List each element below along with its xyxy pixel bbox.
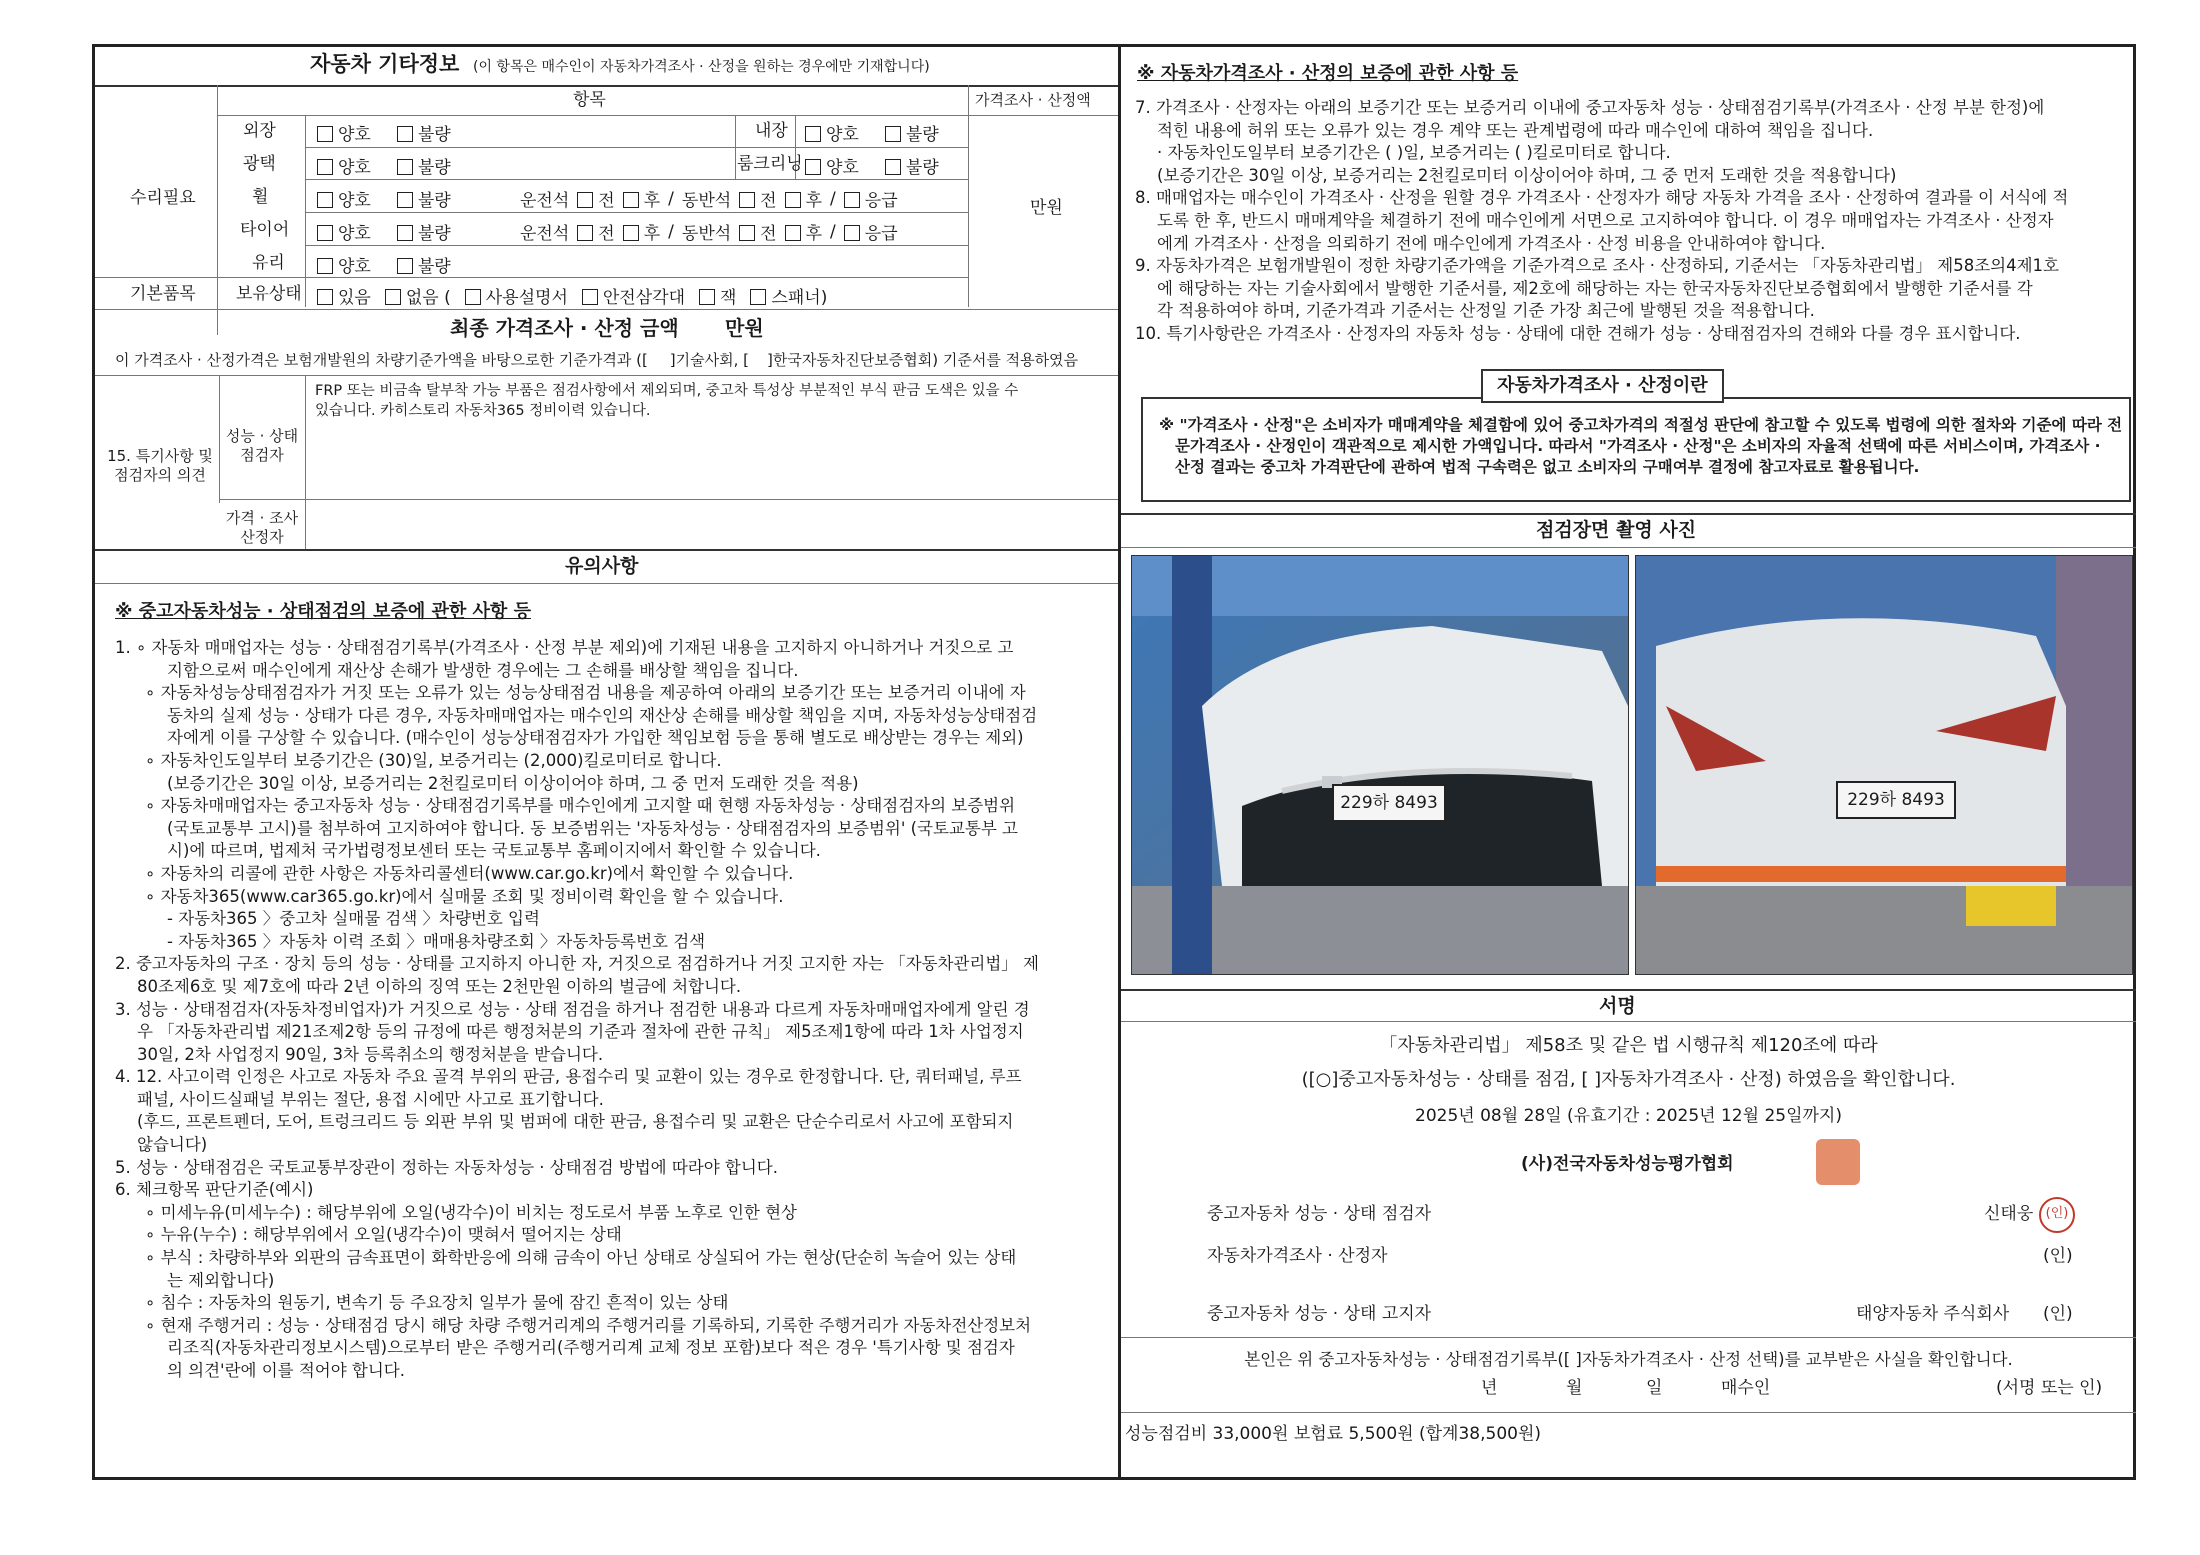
option-rear[interactable]: 후 <box>785 186 822 211</box>
buyer-label: 매수인 <box>1721 1378 1771 1398</box>
inspection-date: 2025년 08월 28일 (유효기간 : 2025년 12월 25일까지) <box>1415 1106 1842 1126</box>
driver-seat-label: 운전석 <box>520 224 570 244</box>
photo-section-title: 점검장면 촬영 사진 <box>1536 519 1697 541</box>
appraiser-label: 자동차가격조사 · 산정자 <box>1207 1246 1388 1266</box>
checkbox-icon <box>397 126 413 142</box>
receipt-confirmation: 본인은 위 중고자동차성능 · 상태점검기록부([ ]자동차가격조사 · 산정 선택)를 교부받은 사실을 확인합니다. <box>1244 1350 2013 1369</box>
checkbox-icon <box>385 289 401 305</box>
row-label-roomclean: 룸크리닝 <box>737 154 803 174</box>
option-good[interactable]: 양호 <box>805 120 859 145</box>
warranty-title: ※ 중고자동차성능 · 상태점검의 보증에 관한 사항 등 <box>115 601 531 622</box>
notice-body: 1. ∘ 자동차 매매업자는 성능 · 상태점검기록부(가격조사 · 산정 부분 제외)에 기재된 내용을 고지하지 아니하거나 거짓으로 고 지함으로써 매수인에게 재산상 손해가 발생한 경우에는 그 손해를 배상할 책임을 집니다. ∘ 자동차성능상태점검자가 거짓 또는 오류가 있는 성능상태점검 내용을 제공하여 아래의 보증기간 또는 보증거리 이내에 자 동차의 실제 성능 · 상태가 다른 경우, 자동차매매업자는 매수인의 재산상 손해를 배상할 책임을 지며, 자동차성능상태점검 자에게 이를 구상할 수 있습니다. (매수인이 성능상태점검자가 가입한 책임보험 등을 통해 별도로 배상받는 경우는 제외) ∘ 자동차인도일부터 보증기간은 (30)일, 보증거리는 (2,000)킬로미터로 합니다. (보증기간은 30일 이상, 보증거리는 2천킬로미터 이상이어야 하며, 그 중 먼저 도래한 것을 적용) ∘ 자동차매매업자는 중고자동차 성능 · 상태점검기록부를 매수인에게 고지할 때 현행 자동차성능 · 상태점검자의 보증범위 (국토교통부 고시)를 첨부하여 고지하여야 합니다. 동 보증범위는 '자동차성능 · 상태점검자의 보증범위' (국토교통부 고 시)에 따르며, 법제처 국가법령정보센터 또는 국토교통부 홈페이지에서 확인할 수 있습니다. ∘ 자동차의 리콜에 관한 사항은 자동차리콜센터(www.car.go.kr)에서 확인할 수 있습니다. ∘ 자동차365(www.car365.go.kr)에서 실매물 조회 및 정비이력 확인을 할 수 있습니다. - 자동차365 〉중고차 실매물 검색 〉차량번호 입력 - 자동차365 〉자동차 이력 조회 〉매매용차량조회 〉자동차등록번호 검색 2. 중고자동차의 구조 · 장치 등의 성능 · 상태를 고지하지 아니한 자, 거짓으로 점검하거나 거짓 고지한 자는 「자동차관리법」 제 80조제6호 및 제7호에 따라 2년 이하의 징역 또는 2천만원 이하의 벌금에 처합니다. 3. 성능 · 상태점검자(자동차정비업자)가 거짓으로 성능 · 상태 점검을 하거나 점검한 내용과 다르게 자동차매매업자에게 알린 경 우 「자동차관리법 제21조제2항 등의 규정에 따른 행정처분의 기준과 절차에 관한 규칙」 제5조제1항에 따라 1차 사업정지 30일, 2차 사업정지 90일, 3차 등록취소의 행정처분을 받습니다. 4. 12. 사고이력 인정은 사고로 자동차 주요 골격 부위의 판금, 용접수리 및 교환이 있는 경우로 한정합니다. 단, 쿼터패널, 루프 패널, 사이드실패널 부위는 절단, 용접 시에만 사고로 표기합니다. (후드, 프론트펜더, 도어, 트렁크리드 등 외판 부위 및 범퍼에 대한 판금, 용접수리 및 교환은 단순수리로서 사고에 포함되지 않습니다) 5. 성능 · 상태점검은 국토교통부장관이 정하는 자동차성능 · 상태점검 방법에 따라야 합니다. 6. 체크항목 판단기준(예시) ∘ 미세누유(미세누수) : 해당부위에 오일(냉각수)이 비치는 정도로서 부품 노후로 인한 현상 ∘ 누유(누수) : 해당부위에서 오일(냉각수)이 맺혀서 떨어지는 상태 ∘ 부식 : 차량하부와 외판의 금속표면이 화학반응에 의해 금속이 아닌 상태로 상실되어 가는 현상(단순히 녹슬어 있는 상태 는 제외합니다) ∘ 침수 : 자동차의 원동기, 변속기 등 주요장치 일부가 물에 잠긴 흔적이 있는 상태 ∘ 현재 주행거리 : 성능 · 상태점검 당시 해당 차량 주행거리계의 주행거리를 기록하되, 기록한 주행거리가 자동차전산정보처 리조직(자동차관리정보시스템)으로부터 받은 주행거리(주행거리계 교체 정보 포함)보다 적은 경우 '특기사항 및 점검자 의 의견'란에 이를 적어야 합니다. <box>115 638 1039 1380</box>
row-label-interior: 내장 <box>755 121 788 141</box>
option-triangle[interactable]: 안전삼각대 <box>582 283 685 308</box>
checkbox-icon <box>885 126 901 142</box>
option-good[interactable]: 양호 <box>317 186 371 211</box>
row-label-exterior: 외장 <box>243 121 276 141</box>
option-good[interactable]: 양호 <box>317 120 371 145</box>
option-good[interactable]: 양호 <box>317 219 371 244</box>
law-reference: 「자동차관리법」 제58조 및 같은 법 시행규칙 제120조에 따라 <box>1379 1035 1878 1056</box>
option-bad[interactable]: 불량 <box>397 120 451 145</box>
receipt-month[interactable]: 월 <box>1566 1378 1583 1398</box>
final-price-unit: 만원 <box>725 316 764 340</box>
option-manual[interactable]: 사용설명서 <box>465 283 568 308</box>
checkbox-icon <box>844 225 860 241</box>
checkbox-icon <box>397 159 413 175</box>
option-spanner[interactable]: 스패너) <box>750 283 827 308</box>
confirmation-line: ([○]중고자동차성능 · 상태를 점검, [ ]자동차가격조사 · 산정) 하였음을 확인합니다. <box>1301 1069 1956 1090</box>
receipt-day[interactable]: 일 <box>1646 1378 1663 1398</box>
checkbox-icon <box>317 225 333 241</box>
definition-body: ※ "가격조사 · 산정"은 소비자가 매매계약을 체결함에 있어 중고차가격의 적절성 판단에 참고할 수 있도록 법령에 의한 절차와 기준에 따라 전 문가격조사 · 산정인이 객관적으로 제시한 가액입니다. 따라서 "가격조사 · 산정"은 소비자의 자율적 선택에 따른 서비스이며, 가격조사 · 산정 결과는 중고차 가격판단에 관하여 법적 구속력은 없고 소비자의 구매여부 결정에 참고자료로 활용됩니다. <box>1159 416 2123 476</box>
association-name: (사)전국자동차성능평가협회 <box>1521 1154 1734 1174</box>
checkbox-icon <box>397 192 413 208</box>
checkbox-icon <box>785 192 801 208</box>
option-bad[interactable]: 불량 <box>397 219 451 244</box>
receipt-year[interactable]: 년 <box>1481 1378 1498 1398</box>
checkbox-icon <box>750 289 766 305</box>
notifier-label: 중고자동차 성능 · 상태 고지자 <box>1207 1304 1432 1324</box>
option-rear[interactable]: 후 <box>623 219 660 244</box>
option-good[interactable]: 양호 <box>317 252 371 277</box>
checkbox-icon <box>699 289 715 305</box>
notifier-name: 태양자동차 주식회사 <box>1856 1304 2010 1324</box>
checkbox-icon <box>623 225 639 241</box>
checkbox-icon <box>885 159 901 175</box>
checkbox-icon <box>805 159 821 175</box>
association-seal-icon <box>1816 1139 1860 1185</box>
price-basis-line: 이 가격조사 · 산정가격은 보험개발원의 차량기준가액을 바탕으로한 기준가격과 ([ ]기술사회, [ ]한국자동차진단보증협회) 기준서를 적용하였음 <box>115 351 1079 369</box>
option-bad[interactable]: 불량 <box>885 153 939 178</box>
checkbox-icon <box>577 192 593 208</box>
checkbox-icon <box>317 289 333 305</box>
checkbox-icon <box>317 258 333 274</box>
option-emergency[interactable]: 응급 <box>844 186 898 211</box>
right-column <box>1118 47 2136 1477</box>
notice-title: 유의사항 <box>565 555 639 577</box>
basic-items-label: 기본품목 <box>130 284 196 304</box>
row-label-gloss: 광택 <box>243 154 276 174</box>
inspection-photo-rear <box>1635 555 2133 975</box>
checkbox-icon <box>397 225 413 241</box>
option-none[interactable]: 없음 ( <box>385 283 451 308</box>
inspector-name: 신태웅 <box>1984 1204 2034 1224</box>
checkbox-icon <box>317 126 333 142</box>
row-label-glass: 유리 <box>252 253 285 273</box>
checkbox-icon <box>739 192 755 208</box>
option-bad[interactable]: 불량 <box>397 153 451 178</box>
checkbox-icon <box>805 126 821 142</box>
checkbox-icon <box>577 225 593 241</box>
option-jack[interactable]: 잭 <box>699 283 736 308</box>
inspector-seal-icon: (인) <box>2039 1197 2075 1233</box>
checkbox-icon <box>785 225 801 241</box>
other-info-title: 자동차 기타정보 <box>310 52 460 76</box>
other-info-note: (이 항목은 매수인이 자동차가격조사 · 산정을 원하는 경우에만 기재합니다) <box>473 59 930 75</box>
fee-summary: 성능점검비 33,000원 보험료 5,500원 (합계38,500원) <box>1125 1424 1541 1444</box>
perf-inspector-opinion: FRP 또는 비금속 탈부착 가능 부품은 점검사항에서 제외되며, 중고차 특성상 부분적인 부식 판금 도색은 있을 수 있습니다. 카히스토리 자동차365 정비이력 있습니다. <box>315 383 1019 419</box>
option-good[interactable]: 양호 <box>805 153 859 178</box>
inspection-photo-front <box>1131 555 1629 975</box>
option-front[interactable]: 전 <box>577 186 614 211</box>
option-bad[interactable]: 불량 <box>397 186 451 211</box>
option-front[interactable]: 전 <box>739 186 776 211</box>
col-item-header: 항목 <box>573 90 606 110</box>
checkbox-icon <box>317 159 333 175</box>
special-notes-label: 15. 특기사항 및 점검자의 의견 <box>107 447 213 484</box>
car-front-photo <box>1132 556 1628 974</box>
definition-title: 자동차가격조사 · 산정이란 <box>1481 369 1724 403</box>
notifier-seal-mark[interactable]: (인) <box>2043 1304 2073 1324</box>
repair-needed-label: 수리필요 <box>130 188 196 208</box>
option-good[interactable]: 양호 <box>317 153 371 178</box>
inspector-label: 중고자동차 성능 · 상태 점검자 <box>1207 1204 1432 1224</box>
option-emergency[interactable]: 응급 <box>844 219 898 244</box>
option-have[interactable]: 있음 <box>317 283 371 308</box>
price-warranty-body: 7. 가격조사 · 산정자는 아래의 보증기간 또는 보증거리 이내에 중고자동차 성능 · 상태점검기록부(가격조사 · 산정 부분 한정)에 적힌 내용에 허위 또는 오류가 있는 경우 계약 또는 관계법령에 따라 매수인에 대하여 책임을 집니다. · 자동차인도일부터 보증기간은 ( )일, 보증거리는 ( )킬로미터로 합니다. (보증기간은 30일 이상, 보증거리는 2천킬로미터 이상이어야 하며, 그 중 먼저 도래한 것을 적용합니다) 8. 매매업자는 매수인이 가격조사 · 산정을 원할 경우 가격조사 · 산정자가 해당 자동차 가격을 조사 · 산정하여 결과를 이 서식에 적 도록 한 후, 반드시 매매계약을 체결하기 전에 매수인에게 서면으로 고지하여야 합니다. 이 경우 매매업자는 가격조사 · 산정자 에게 가격조사 · 산정을 의뢰하기 전에 매수인에게 가격조사 · 산정 비용을 안내하여야 합니다. 9. 자동차가격은 보험개발원이 정한 차량기준가액을 기준가격으로 조사 · 산정하되, 기준서는 「자동차관리법」 제58조의4제1호 에 해당하는 자는 기술사회에서 발행한 기준서를, 제2호에 해당하는 자는 한국자동차진단보증협회에서 발행한 기준서를 각 각 적용하여야 하며, 기준가격과 기준서는 산정일 기준 가장 최근에 발행된 것을 적용합니다. 10. 특기사항란은 가격조사 · 산정자의 자동차 성능 · 상태에 대한 견해가 성능 · 상태점검자의 견해와 다를 경우 표시합니다. <box>1135 98 2069 343</box>
checkbox-icon <box>317 192 333 208</box>
option-front[interactable]: 전 <box>739 219 776 244</box>
checkbox-icon <box>582 289 598 305</box>
option-front[interactable]: 전 <box>577 219 614 244</box>
appraiser-seal-mark[interactable]: (인) <box>2043 1246 2073 1266</box>
passenger-seat-label: 동반석 <box>681 224 732 244</box>
price-warranty-title: ※ 자동차가격조사 · 산정의 보증에 관한 사항 등 <box>1137 63 1519 84</box>
col-price-header: 가격조사 · 산정액 <box>975 91 1091 109</box>
row-label-wheel: 휠 <box>252 187 269 207</box>
price-appraiser-label: 가격 · 조사 산정자 <box>225 509 299 546</box>
buyer-signature[interactable]: (서명 또는 인) <box>1996 1378 2103 1398</box>
row-label-tire: 타이어 <box>240 220 290 240</box>
final-price-label: 최종 가격조사 · 산정 금액 <box>450 316 679 340</box>
checkbox-icon <box>397 258 413 274</box>
checkbox-icon <box>739 225 755 241</box>
left-column: 자동차 기타정보 (이 항목은 매수인이 자동차가격조사 · 산정을 원하는 경우에만 기재합니다) 항목 가격조사 · 산정액 수리필요 만원 외장 양호 불량 내장 양호 불량 광택 양호 불량 룸크리닝 양호 불량 휠 양호 불량 운전석 전 후 / 동반석 전 후 / 응급 타이어 양호 불량 운전석 전 후 / 동반석 전 후 / 응급 유리 양호 불량 기본품목 보유상태 있음 없음 ( 사용설명서 안전삼각대 잭 스패너) 최종 가격조사 · 산정 금액 만원 이 가격조사 · 산정가격은 보험개발원의 차량기준가액을 바탕으로한 기준가격과 ([ ]기술사회, [ ]한국자동차진단보증협회) 기준서를 적용하였음 15. 특기사항 및 점검자의 의견 성능 · 상태 점검자 FRP 또는 비금속 탈부착 가능 부품은 점검사항에서 제외되며, 중고차 특성상 부분적인 부식 판금 도색은 있을 수 있습니다. 카히스토리 자동차365 정비이력 있습니다. 가격 · 조사 산정자 유의사항 ※ 중고자동차성능 · 상태점검의 보증에 관한 사항 등 1. ∘ 자동차 매매업자는 성능 · 상태점검기록부(가격조사 · 산정 부분 제외)에 기재된 내용을 고지하지 아니하거나 거짓으로 고 지함으로써 매수인에게 재산상 손해가 발생한 경우에는 그 손해를 배상할 책임을 집니다. ∘ 자동차성능상태점검자가 거짓 또는 오류가 있는 성능상태점검 내용을 제공하여 아래의 보증기간 또는 보증거리 이내에 자 동차의 실제 성능 · 상태가 다른 경우, 자동차매매업자는 매수인의 재산상 손해를 배상할 책임을 지며, 자동차성능상태점검 자에게 이를 구상할 수 있습니다. (매수인이 성능상태점검자가 가입한 책임보험 등을 통해 별도로 배상받는 경우는 제외) ∘ 자동차인도일부터 보증기간은 (30)일, 보증거리는 (2,000)킬로미터로 합니다. (보증기간은 30일 이상, 보증거리는 2천킬로미터 이상이어야 하며, 그 중 먼저 도래한 것을 적용) ∘ 자동차매매업자는 중고자동차 성능 · 상태점검기록부를 매수인에게 고지할 때 현행 자동차성능 · 상태점검자의 보증범위 (국토교통부 고시)를 첨부하여 고지하여야 합니다. 동 보증범위는 '자동차성능 · 상태점검자의 보증범위' (국토교통부 고 시)에 따르며, 법제처 국가법령정보센터 또는 국토교통부 홈페이지에서 확인할 수 있습니다. ∘ 자동차의 리콜에 관한 사항은 자동차리콜센터(www.car.go.kr)에서 확인할 수 있습니다. ∘ 자동차365(www.car365.go.kr)에서 실매물 조회 및 정비이력 확인을 할 수 있습니다. - 자동차365 〉중고차 실매물 검색 〉차량번호 입력 - 자동차365 〉자동차 이력 조회 〉매매용차량조회 〉자동차등록번호 검색 2. 중고자동차의 구조 · 장치 등의 성능 · 상태를 고지하지 아니한 자, 거짓으로 점검하거나 거짓 고지한 자는 「자동차관리법」 제 80조제6호 및 제7호에 따라 2년 이하의 징역 또는 2천만원 이하의 벌금에 처합니다. 3. 성능 · 상태점검자(자동차정비업자)가 거짓으로 성능 · 상태 점검을 하거나 점검한 내용과 다르게 자동차매매업자에게 알린 경 우 「자동차관리법 제21조제2항 등의 규정에 따른 행정처분의 기준과 절차에 관한 규칙」 제5조제1항에 따라 1차 사업정지 30일, 2차 사업정지 90일, 3차 등록취소의 행정처분을 받습니다. 4. 12. 사고이력 인정은 사고로 자동차 주요 골격 부위의 판금, 용접수리 및 교환이 있는 경우로 한정합니다. 단, 쿼터패널, 루프 패널, 사이드실패널 부위는 절단, 용접 시에만 사고로 표기합니다. (후드, 프론트펜더, 도어, 트렁크리드 등 외판 부위 및 범퍼에 대한 판금, 용접수리 및 교환은 단순수리로서 사고에 포함되지 않습니다) 5. 성능 · 상태점검은 국토교통부장관이 정하는 자동차성능 · 상태점검 방법에 따라야 합니다. 6. 체크항목 판단기준(예시) ∘ 미세누유(미세누수) : 해당부위에 오일(냉각수)이 비치는 정도로서 부품 노후로 인한 현상 ∘ 누유(누수) : 해당부위에서 오일(냉각수)이 맺혀서 떨어지는 상태 ∘ 부식 : 차량하부와 외판의 금속표면이 화학반응에 의해 금속이 아닌 상태로 상실되어 가는 현상(단순히 녹슬어 있는 상태 는 제외합니다) ∘ 침수 : 자동차의 원동기, 변속기 등 주요장치 일부가 물에 잠긴 흔적이 있는 상태 ∘ 현재 주행거리 : 성능 · 상태점검 당시 해당 차량 주행거리계의 주행거리를 기록하되, 기록한 주행거리가 자동차전산정보처 리조직(자동차관리정보시스템)으로부터 받은 주행거리(주행거리계 교체 정보 포함)보다 적은 경우 '특기사항 및 점검자 의 의견'란에 이를 적어야 합니다. <box>95 47 1118 1477</box>
option-bad[interactable]: 불량 <box>397 252 451 277</box>
driver-seat-label: 운전석 <box>520 191 570 211</box>
option-bad[interactable]: 불량 <box>885 120 939 145</box>
checkbox-icon <box>465 289 481 305</box>
inspection-record-sheet <box>92 44 2136 1480</box>
passenger-seat-label: 동반석 <box>681 191 732 211</box>
checkbox-icon <box>623 192 639 208</box>
license-plate: 229하 8493 <box>1836 781 1956 819</box>
possession-label: 보유상태 <box>236 284 302 304</box>
option-rear[interactable]: 후 <box>785 219 822 244</box>
car-rear-photo <box>1636 556 2132 974</box>
perf-inspector-label: 성능 · 상태 점검자 <box>225 427 299 464</box>
license-plate: 229하 8493 <box>1332 784 1446 822</box>
signature-section-title: 서명 <box>1599 995 1636 1017</box>
checkbox-icon <box>844 192 860 208</box>
price-unit-label: 만원 <box>1030 198 1063 218</box>
option-rear[interactable]: 후 <box>623 186 660 211</box>
